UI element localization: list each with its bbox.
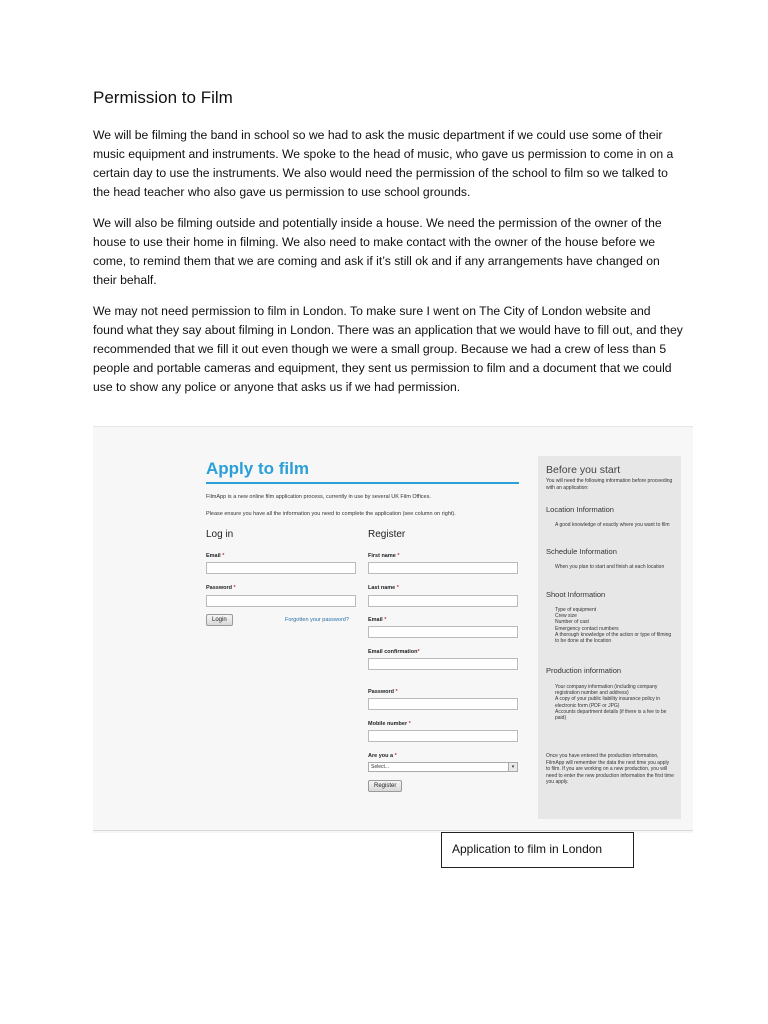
caption-box (441, 832, 634, 868)
mobile-number-label: Mobile number * (368, 721, 411, 727)
schedule-info-heading: Schedule Information (546, 547, 617, 556)
before-you-start-panel (538, 456, 681, 819)
register-heading: Register (368, 529, 406, 540)
email-confirmation-label: Email confirmation* (368, 649, 420, 655)
sidebar-title: Before you start (546, 464, 621, 476)
schedule-info-text: When you plan to start and finish at each location (555, 564, 665, 570)
paragraph-school: We will be filming the band in school so we had to ask the music department if we could use some of their music equipment and instruments. We spoke to the head of music, who gave us permission to come in on a certain day to use the instruments. We also would need the permission of the school to film so we talked to the head teacher who also gave us permission to use school grounds. (93, 128, 674, 199)
login-heading: Log in (206, 529, 234, 540)
form-instructions: Please ensure you have all the information you need to complete the application (see column on right). (206, 511, 456, 517)
register-password-input[interactable] (368, 698, 518, 710)
last-name-input[interactable] (368, 595, 518, 607)
list-item: A copy of your public liability insurance policy in electronic form (PDF or JPG) (555, 696, 661, 709)
first-name-label: First name * (368, 553, 400, 559)
last-name-label: Last name * (368, 585, 399, 591)
first-name-input[interactable] (368, 562, 518, 574)
list-item: Type of equipment (555, 607, 597, 613)
title-underline (206, 482, 519, 484)
location-info-text: A good knowledge of exactly where you want to film (555, 522, 670, 528)
are-you-select-value: Select... (371, 764, 390, 770)
mobile-number-input[interactable] (368, 730, 518, 742)
login-email-label: Email * (206, 553, 225, 559)
are-you-label: Are you a * (368, 753, 397, 759)
paragraph-london: We may not need permission to film in London. To make sure I went on The City of London website and found what they say about filming in London. There was an application that we would have to fill out, and they recommended that we fill it out even though we were a small group. Because we had a crew of less than 5 people and portable cameras and equipment, they sent us permission to film and a document that we could use to show any police or anyone that asks us if we had permission. (93, 304, 683, 394)
location-info-heading: Location Information (546, 505, 614, 514)
form-intro: FilmApp is a new online film application process, currently in use by several UK Film Offices. (206, 494, 431, 500)
form-title: Apply to film (206, 459, 309, 478)
login-password-input[interactable] (206, 595, 356, 607)
register-password-label: Password * (368, 689, 398, 695)
register-button[interactable]: Register (368, 780, 402, 792)
email-confirmation-input[interactable] (368, 658, 518, 670)
production-info-heading: Production information (546, 666, 622, 675)
register-email-label: Email * (368, 617, 387, 623)
login-password-label: Password * (206, 585, 236, 591)
shoot-info-heading: Shoot Information (546, 590, 606, 599)
forgot-password-link[interactable]: Forgotten your password? (285, 617, 349, 623)
chevron-down-icon[interactable]: ▾ (508, 763, 517, 771)
list-item: A thorough knowledge of the action or type of filming to be done at the location (555, 631, 672, 645)
are-you-select[interactable] (368, 762, 518, 772)
list-item: Your company information (including company registration number and address) (555, 684, 658, 697)
list-item: Accounts department details (if there is a fee to be paid) (555, 708, 667, 722)
sidebar-outro: Once you have entered the production information, FilmApp will remember the data the next time you apply to film. If you are working on a new production, you will need to enter the new production information the first time you apply. (546, 753, 674, 785)
login-button[interactable]: Login (206, 614, 233, 626)
production-info-list (555, 684, 675, 721)
sidebar-intro: You will need the following information before proceeding with an application: (546, 478, 673, 491)
screenshot-bottom-divider (93, 830, 693, 831)
login-email-input[interactable] (206, 562, 356, 574)
list-item: Emergency contact numbers (555, 625, 619, 632)
register-email-input[interactable] (368, 626, 518, 638)
paragraph-house: We will also be filming outside and potentially inside a house. We need the permission of the owner of the house to use their home in filming. We also need to make contact with the owner of the house before we come, to remind them that we are coming and ask if it’s still ok and if any arrangements have changed on their behalf. (93, 216, 662, 287)
list-item: Crew size (555, 613, 577, 620)
apply-to-film-screenshot (93, 426, 693, 833)
shoot-info-list (555, 607, 675, 644)
document-title: Permission to Film (93, 88, 233, 107)
list-item: Number of cast (555, 619, 589, 626)
caption-text: Application to film in London (452, 842, 603, 856)
